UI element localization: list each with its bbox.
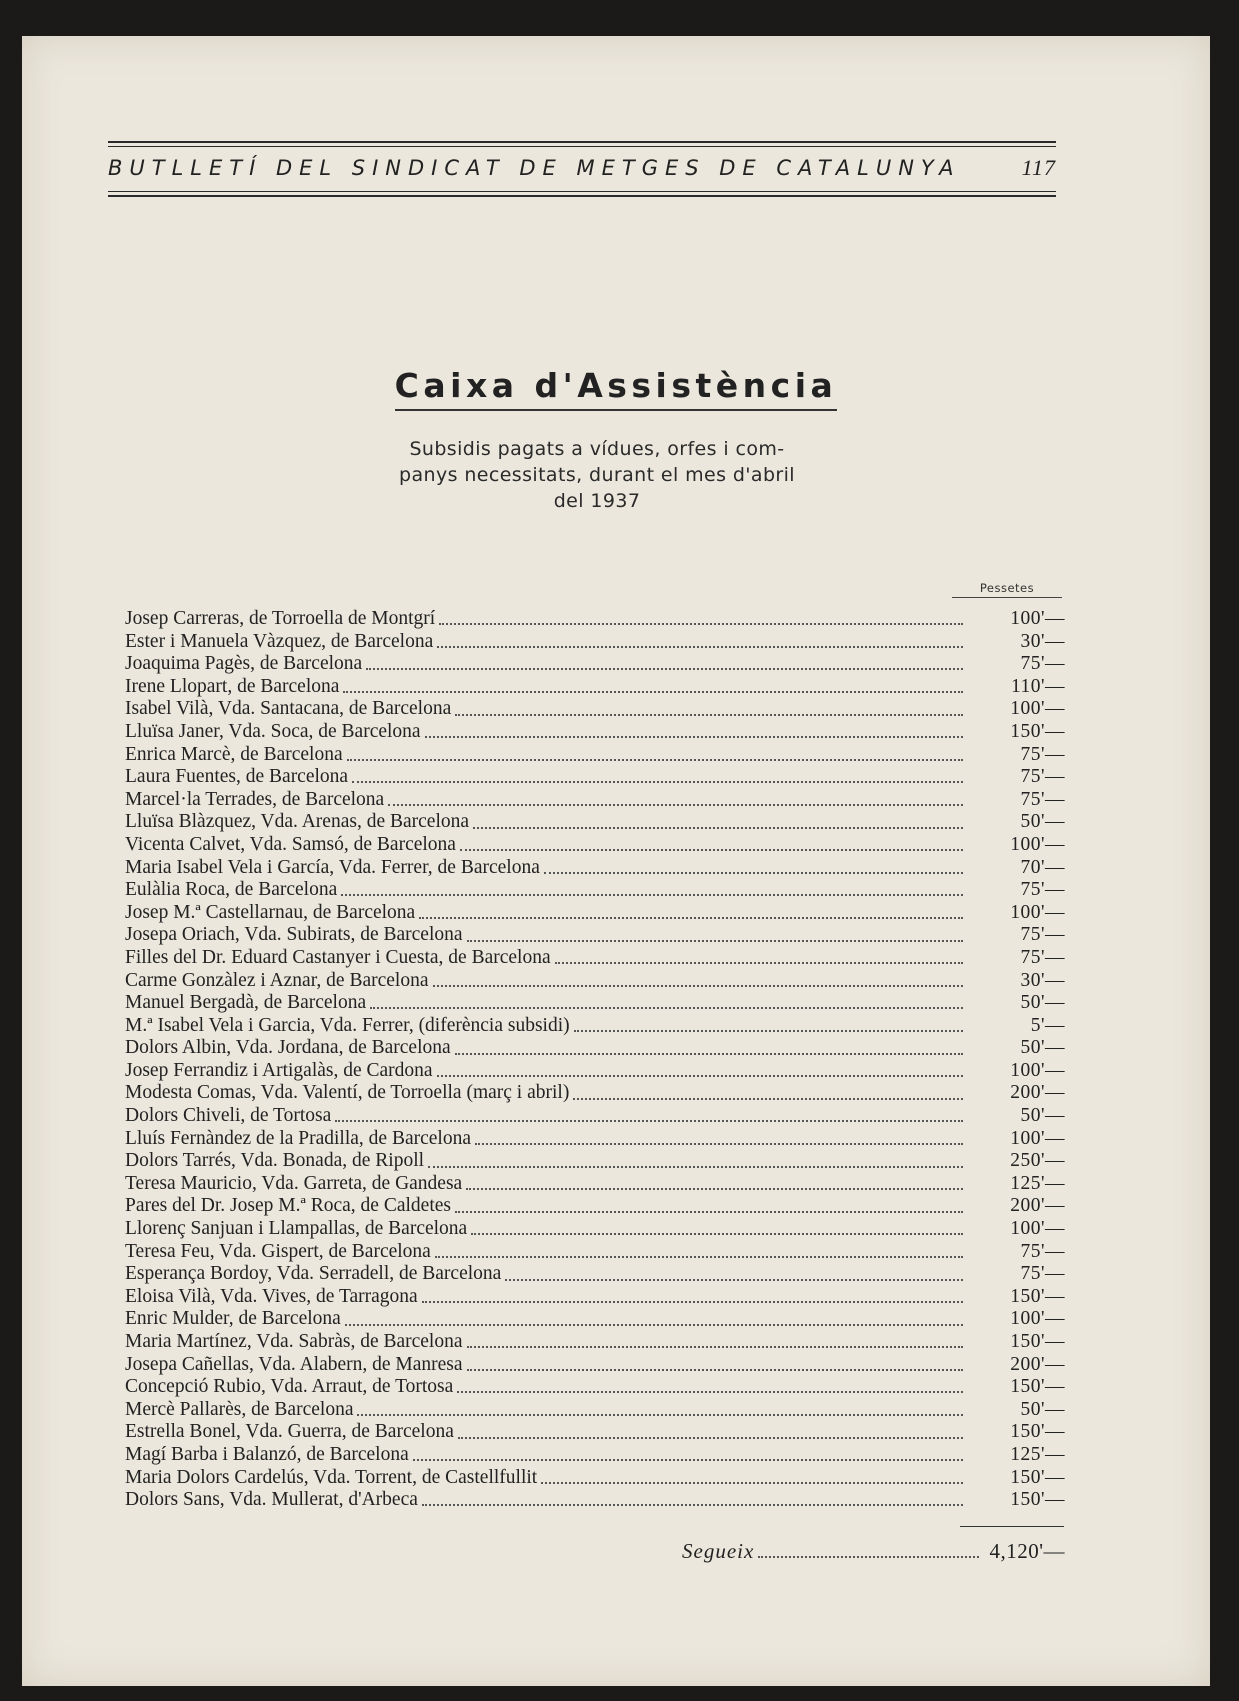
leader-dots (455, 1053, 963, 1055)
beneficiary-name: Dolors Albin, Vda. Jordana, de Barcelona (125, 1037, 451, 1059)
beneficiary-name: Lluïsa Blàzquez, Vda. Arenas, de Barcelona (125, 811, 470, 833)
list-item (125, 1150, 1065, 1173)
list-item (125, 1286, 1065, 1309)
amount: 150'— (1010, 1285, 1065, 1307)
total-value: 4,120'— (989, 1539, 1065, 1563)
header-rule-top (108, 141, 1056, 143)
leader-dots (541, 1482, 963, 1484)
amount: 75'— (1020, 1240, 1065, 1262)
beneficiary-name: Joaquima Pagès, de Barcelona (125, 653, 363, 675)
list-item (125, 1331, 1065, 1354)
leader-dots (345, 1324, 963, 1326)
beneficiary-name: Carme Gonzàlez i Aznar, de Barcelona (125, 969, 429, 991)
list-item (125, 992, 1065, 1015)
beneficiary-name: Eulàlia Roca, de Barcelona (125, 879, 338, 901)
amount: 50'— (1020, 1398, 1065, 1420)
beneficiary-name: Laura Fuentes, de Barcelona (125, 766, 349, 788)
list-item (125, 857, 1065, 880)
list-item (125, 721, 1065, 744)
beneficiary-name: Maria Isabel Vela i García, Vda. Ferrer, de Barcelona (125, 856, 540, 878)
leader-dots (471, 1233, 963, 1235)
beneficiary-name: Estrella Bonel, Vda. Guerra, de Barcelona (125, 1421, 454, 1443)
beneficiary-name: M.ª Isabel Vela i Garcia, Vda. Ferrer, (diferència subsidi) (125, 1014, 570, 1036)
list-item (125, 1399, 1065, 1422)
leader-dots (457, 1391, 963, 1393)
beneficiary-name: Irene Llopart, de Barcelona (125, 675, 340, 697)
amount: 125'— (1010, 1443, 1065, 1465)
amount: 50'— (1020, 1105, 1065, 1127)
amount: 75'— (1020, 766, 1065, 788)
list-item (125, 608, 1065, 631)
amount: 70'— (1020, 856, 1065, 878)
leader-dots (467, 1346, 963, 1348)
list-item (125, 1376, 1065, 1399)
beneficiary-name: Pares del Dr. Josep M.ª Roca, de Caldetes (125, 1195, 451, 1217)
beneficiary-name: Ester i Manuela Vàzquez, de Barcelona (125, 630, 434, 652)
list-item (125, 947, 1065, 970)
beneficiary-name: Josep Carreras, de Torroella de Montgrí (125, 608, 436, 629)
leader-dots (467, 940, 963, 942)
amount: 100'— (1010, 1059, 1065, 1081)
list-item (125, 924, 1065, 947)
amount: 75'— (1020, 1263, 1065, 1285)
total-label: Segueix (682, 1539, 755, 1563)
beneficiary-name: Dolors Chiveli, de Tortosa (125, 1105, 332, 1127)
header-rule-bottom (108, 195, 1056, 197)
list-item (125, 811, 1065, 834)
running-title: BUTLLETÍ DEL SINDICAT DE METGES DE CATALUNYA (108, 156, 961, 180)
list-item (125, 1421, 1065, 1444)
leader-dots (437, 646, 963, 648)
leader-dots (460, 849, 963, 851)
list-item (125, 970, 1065, 993)
leader-dots (466, 1188, 963, 1190)
leader-dots (458, 1437, 963, 1439)
leader-dots (388, 804, 963, 806)
beneficiary-name: Mercè Pallarès, de Barcelona (125, 1398, 354, 1420)
beneficiary-name: Josepa Oriach, Vda. Subirats, de Barcelona (125, 924, 463, 946)
leader-dots (555, 962, 963, 964)
beneficiary-name: Vicenta Calvet, Vda. Samsó, de Barcelona (125, 833, 456, 855)
leader-dots (435, 1256, 963, 1258)
beneficiary-name: Josep M.ª Castellarnau, de Barcelona (125, 901, 416, 923)
header-line (108, 147, 1056, 188)
amount: 150'— (1010, 720, 1065, 742)
leader-dots (473, 827, 963, 829)
amount: 100'— (1010, 1127, 1065, 1149)
leader-dots (352, 781, 963, 783)
leader-dots (347, 759, 963, 761)
beneficiary-name: Isabel Vilà, Vda. Santacana, de Barcelona (125, 698, 452, 720)
list-item (125, 1444, 1065, 1467)
leader-dots (544, 872, 963, 874)
list-item (125, 1195, 1065, 1218)
amount: 150'— (1010, 1376, 1065, 1398)
list-item (125, 1467, 1065, 1490)
amount: 100'— (1010, 1308, 1065, 1330)
amount: 100'— (1010, 1218, 1065, 1240)
list-item (125, 698, 1065, 721)
subtitle-line: Subsidis pagats a vídues, orfes i com- (409, 438, 785, 460)
list-item (125, 744, 1065, 767)
amount: 75'— (1020, 946, 1065, 968)
leader-dots (425, 736, 963, 738)
list-item (125, 1308, 1065, 1331)
leader-dots (758, 1556, 979, 1558)
section-subtitle (372, 436, 822, 514)
total-rule (960, 1526, 1064, 1527)
leader-dots (413, 1459, 963, 1461)
leader-dots (439, 623, 963, 625)
amount: 200'— (1010, 1195, 1065, 1217)
list-item (125, 1105, 1065, 1128)
list-item (125, 1354, 1065, 1377)
beneficiary-name: Dolors Sans, Vda. Mullerat, d'Arbeca (125, 1489, 418, 1511)
list-item (125, 1218, 1065, 1241)
beneficiary-name: Lluïsa Janer, Vda. Soca, de Barcelona (125, 720, 421, 742)
leader-dots (341, 894, 963, 896)
currency-column-header: Pessetes (952, 581, 1062, 598)
amount: 100'— (1010, 698, 1065, 720)
beneficiary-name: Enric Mulder, de Barcelona (125, 1308, 341, 1330)
total-row (682, 1539, 1065, 1564)
list-item (125, 879, 1065, 902)
leader-dots (467, 1369, 963, 1371)
beneficiary-name: Manuel Bergadà, de Barcelona (125, 992, 367, 1014)
list-item (125, 1037, 1065, 1060)
beneficiary-name: Lluís Fernàndez de la Pradilla, de Barcelona (125, 1127, 471, 1149)
list-item (125, 676, 1065, 699)
list-item (125, 1263, 1065, 1286)
leader-dots (433, 985, 964, 987)
beneficiary-name: Teresa Mauricio, Vda. Garreta, de Gandesa (125, 1172, 463, 1194)
leader-dots (574, 1030, 963, 1032)
leader-dots (366, 668, 963, 670)
amount: 125'— (1010, 1172, 1065, 1194)
beneficiary-name: Eloisa Vilà, Vda. Vives, de Tarragona (125, 1285, 418, 1307)
list-item (125, 1015, 1065, 1038)
list-item (125, 1082, 1065, 1105)
beneficiary-name: Magí Barba i Balanzó, de Barcelona (125, 1443, 409, 1465)
amount: 250'— (1010, 1150, 1065, 1172)
list-item (125, 902, 1065, 925)
amount: 30'— (1020, 969, 1065, 991)
beneficiary-name: Maria Martínez, Vda. Sabràs, de Barcelona (125, 1331, 463, 1352)
beneficiary-name: Esperança Bordoy, Vda. Serradell, de Barcelona (125, 1263, 502, 1285)
leader-dots (455, 714, 963, 716)
list-item (125, 1241, 1065, 1264)
beneficiary-name: Enrica Marcè, de Barcelona (125, 743, 343, 765)
amount: 75'— (1020, 879, 1065, 901)
amount: 200'— (1010, 1082, 1065, 1104)
beneficiary-name: Teresa Feu, Vda. Gispert, de Barcelona (125, 1240, 431, 1262)
beneficiary-name: Maria Dolors Cardelús, Vda. Torrent, de Castellfullit (125, 1466, 538, 1488)
amount: 100'— (1010, 901, 1065, 923)
amount: 75'— (1020, 788, 1065, 810)
amount: 200'— (1010, 1353, 1065, 1375)
beneficiary-name: Concepció Rubio, Vda. Arraut, de Tortosa (125, 1376, 454, 1398)
leader-dots (335, 1120, 963, 1122)
leader-dots (370, 1007, 963, 1009)
beneficiary-name: Filles del Dr. Eduard Castanyer i Cuesta, de Barcelona (125, 946, 551, 968)
leader-dots (428, 1166, 963, 1168)
section-title: Caixa d'Assistència (395, 366, 838, 411)
document-page (22, 36, 1210, 1686)
beneficiary-name: Marcel·la Terrades, de Barcelona (125, 788, 385, 810)
leader-dots (419, 917, 963, 919)
amount: 50'— (1020, 992, 1065, 1014)
amount: 30'— (1020, 630, 1065, 652)
leader-dots (343, 691, 963, 693)
leader-dots (437, 1075, 963, 1077)
leader-dots (455, 1211, 963, 1213)
leader-dots (475, 1143, 963, 1145)
list-item (125, 631, 1065, 654)
page-number: 117 (1021, 155, 1056, 180)
list-item (125, 653, 1065, 676)
amount: 100'— (1010, 833, 1065, 855)
amount: 150'— (1010, 1421, 1065, 1443)
amount: 50'— (1020, 811, 1065, 833)
amount: 50'— (1020, 1037, 1065, 1059)
beneficiary-name: Modesta Comas, Vda. Valentí, de Torroella (març i abril) (125, 1082, 570, 1104)
leader-dots (357, 1414, 963, 1416)
leader-dots (505, 1279, 963, 1281)
amount: 75'— (1020, 653, 1065, 675)
beneficiary-name: Josep Ferrandiz i Artigalàs, de Cardona (125, 1059, 433, 1081)
amount: 100'— (1010, 608, 1065, 629)
leader-dots (573, 1098, 963, 1100)
section-title-wrap (22, 366, 1210, 411)
subsidy-list (125, 608, 1065, 1512)
subtitle-line: del 1937 (553, 490, 641, 512)
subtitle-line: panys necessitats, durant el mes d'abril (399, 464, 795, 486)
list-item (125, 766, 1065, 789)
header-rule-bottom-thin (108, 191, 1056, 192)
amount: 150'— (1010, 1466, 1065, 1488)
list-item (125, 1060, 1065, 1083)
beneficiary-name: Josepa Cañellas, Vda. Alabern, de Manresa (125, 1353, 463, 1375)
amount: 150'— (1010, 1331, 1065, 1352)
amount: 150'— (1010, 1489, 1065, 1511)
list-item (125, 834, 1065, 857)
list-item (125, 789, 1065, 812)
list-item (125, 1128, 1065, 1151)
amount: 75'— (1020, 924, 1065, 946)
leader-dots (422, 1504, 963, 1506)
list-item (125, 1173, 1065, 1196)
running-header (108, 138, 1056, 197)
beneficiary-name: Llorenç Sanjuan i Llampallas, de Barcelona (125, 1218, 468, 1240)
leader-dots (422, 1301, 963, 1303)
beneficiary-name: Dolors Tarrés, Vda. Bonada, de Ripoll (125, 1150, 425, 1172)
amount: 5'— (1030, 1014, 1065, 1036)
amount: 110'— (1010, 675, 1065, 697)
amount: 75'— (1020, 743, 1065, 765)
list-item (125, 1489, 1065, 1512)
